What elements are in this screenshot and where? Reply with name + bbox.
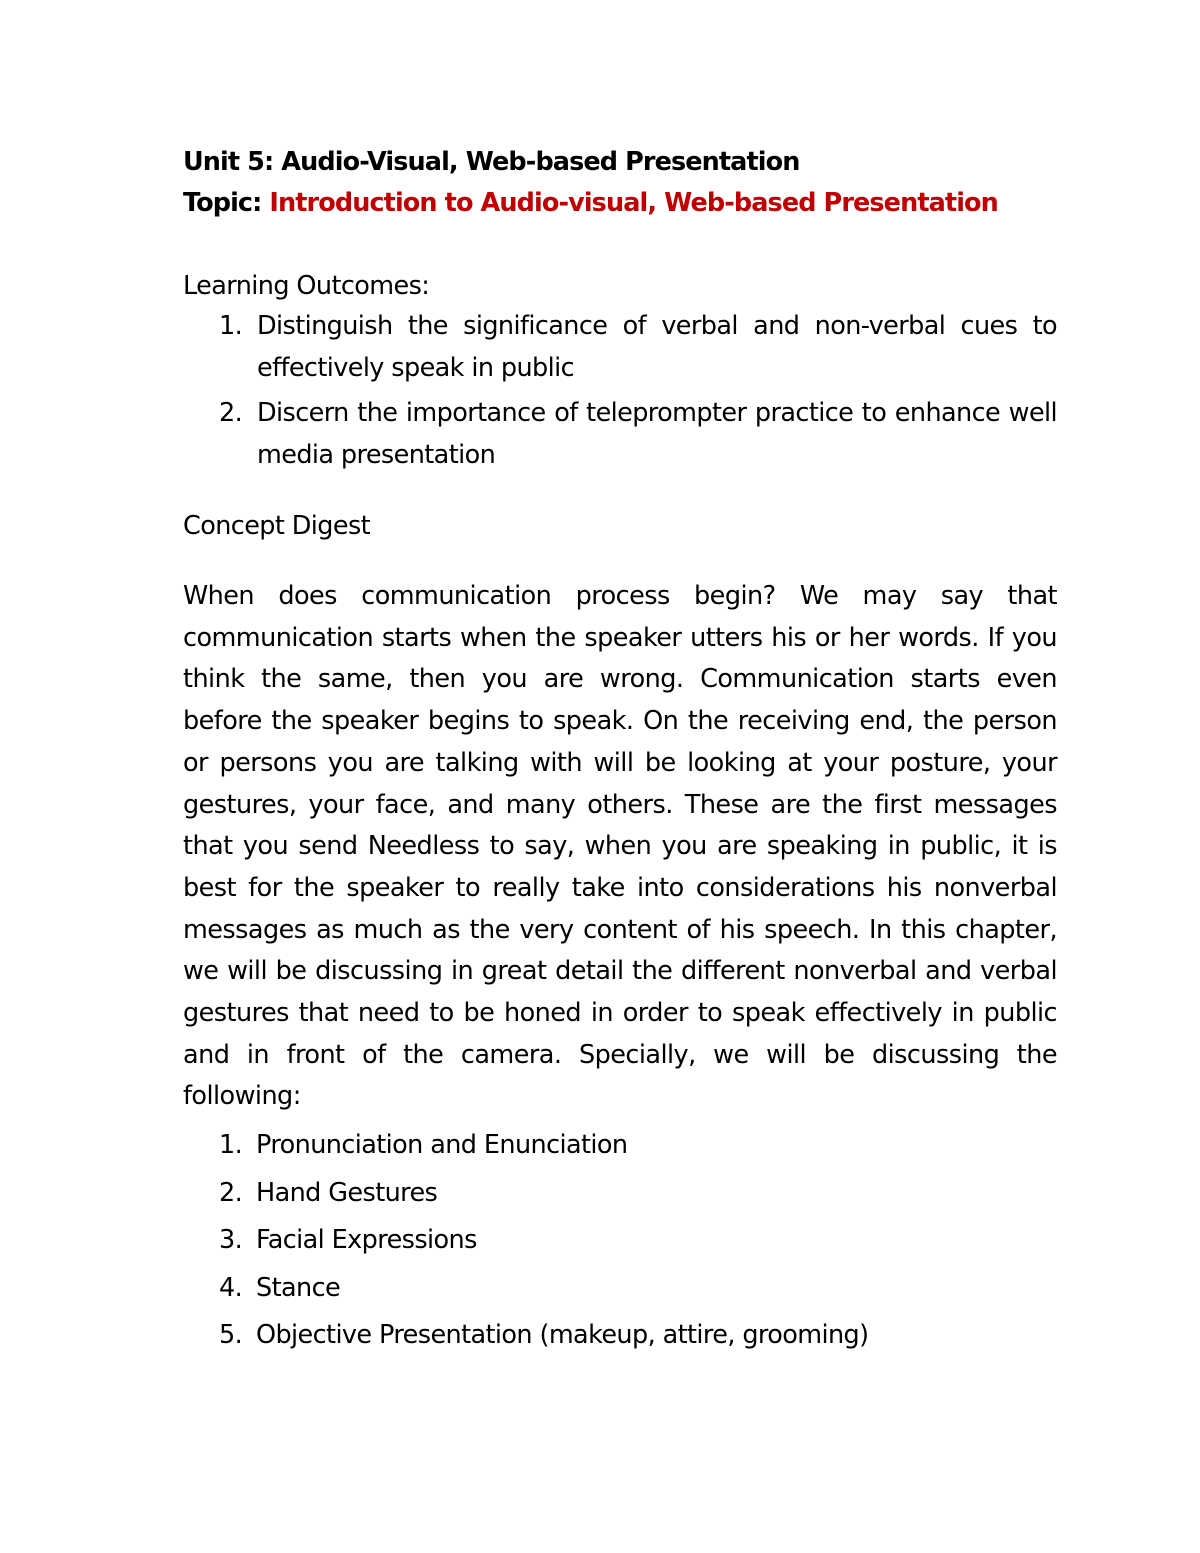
list-item: [183, 1170, 1057, 1218]
unit-title: Unit 5: Audio-Visual, Web-based Presentation: [183, 147, 800, 177]
list-item-text: Pronunciation and Enunciation: [256, 1130, 628, 1161]
concept-digest-label: Concept Digest: [183, 511, 371, 541]
list-item-text: Stance: [256, 1272, 341, 1303]
list-item-text: Hand Gestures: [256, 1177, 438, 1208]
list-item-number: 1.: [219, 1130, 243, 1161]
list-item-number: 1.: [219, 311, 243, 341]
list-item-number: 2.: [219, 398, 243, 428]
list-item: [183, 1265, 1057, 1313]
topic-heading: [183, 183, 1057, 224]
discussion-topics-list: [183, 1122, 1057, 1360]
learning-outcomes-list: [183, 306, 1057, 476]
list-item-text: Discern the importance of teleprompter practice to enhance well media presentation: [257, 398, 1057, 470]
list-item-number: 3.: [219, 1225, 243, 1256]
list-item: [183, 1312, 1057, 1360]
document-page: [183, 142, 1057, 1360]
list-item-number: 2.: [219, 1177, 243, 1208]
concept-digest-paragraph: When does communication process begin? We may say that communication starts when the speaker utters his or her words. If you think the same, then you are wrong. Communication starts even before the speaker begins to speak. On the receiving end, the person or persons you are talking with will be looking at your posture, your gestures, your face, and many others. These are the first messages that you send Needless to say, when you are speaking in public, it is best for the speaker to really take into considerations his nonverbal messages as much as the very content of his speech. In this chapter, we will be discussing in great detail the different nonverbal and verbal gestures that need to be honed in order to speak effectively in public and in front of the camera. Specially, we will be discussing the following:: [183, 581, 1057, 1112]
list-item-text: Objective Presentation (makeup, attire, grooming): [256, 1320, 869, 1351]
list-item-text: Facial Expressions: [256, 1225, 477, 1256]
topic-value: Introduction to Audio-visual, Web-based Presentation: [269, 188, 998, 218]
topic-label: Topic:: [183, 188, 270, 218]
list-item-number: 4.: [219, 1272, 243, 1303]
list-item: [183, 306, 1057, 389]
list-item: [183, 1217, 1057, 1265]
list-item: [183, 1122, 1057, 1170]
list-item-text: Distinguish the significance of verbal and non-verbal cues to effectively speak in public: [257, 311, 1057, 383]
list-item: [183, 393, 1057, 476]
learning-outcomes-label: Learning Outcomes:: [183, 271, 430, 301]
list-item-number: 5.: [219, 1320, 243, 1351]
